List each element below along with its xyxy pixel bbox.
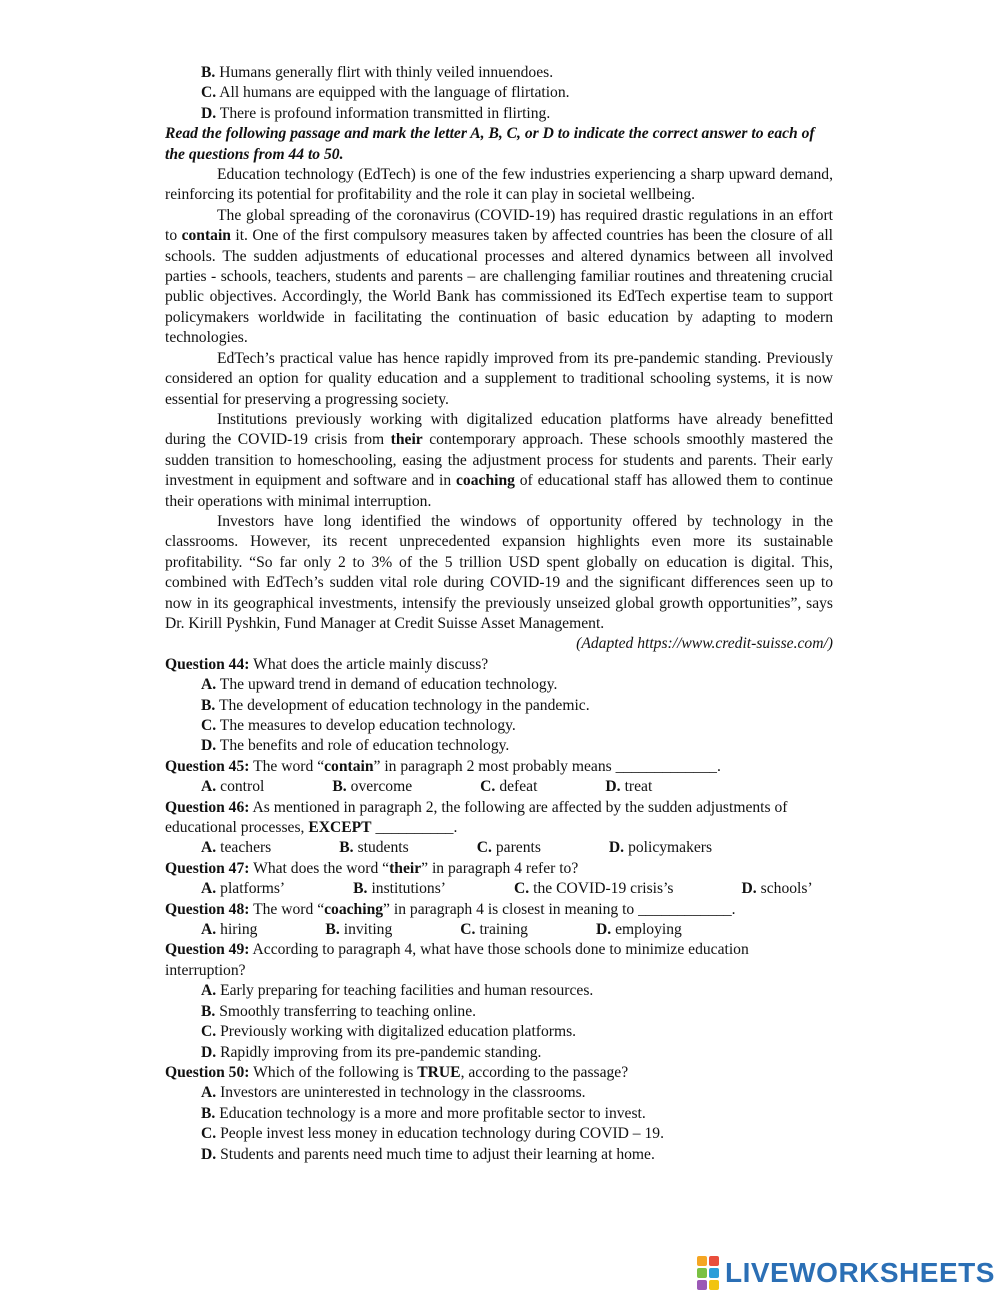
q44-option-a[interactable]: A. The upward trend in demand of education technology. xyxy=(201,676,558,694)
keyword-contain: contain xyxy=(181,227,231,245)
q45-option-a[interactable]: A. control xyxy=(201,778,265,796)
q46-option-c[interactable]: C. parents xyxy=(476,839,541,857)
logo-text: LIVEWORKSHEETS xyxy=(725,1257,995,1288)
q49-option-b[interactable]: B. Smoothly transferring to teaching online. xyxy=(201,1002,477,1020)
q50-option-d[interactable]: D. Students and parents need much time to adjust their learning at home. xyxy=(201,1145,655,1163)
liveworksheets-logo[interactable] xyxy=(697,1256,995,1290)
passage-paragraph-2: The global spreading of the coronavirus (COVID-19) has required drastic regulations in an effort to contain it. One of the first compulsory measures taken by affected countries has been the closure of all schools. The sudden adjustments of educational processes and altered dynamics between all involved parties - schools, teachers, students and parents – are challenging familiar routines and threatening crucial public objectives. Accordingly, the World Bank has commissioned its EdTech expertise team to support policymakers worldwide in facilitating the continuation of basic education by adapting to modern technologies. xyxy=(165,206,833,347)
q49-option-d[interactable]: D. Rapidly improving from its pre-pandemic standing. xyxy=(201,1043,542,1061)
passage-paragraph-5: Investors have long identified the windows of opportunity offered by technology in the classrooms. However, its recent unprecedented expansion highlights even more its sustainable profitability. “So far only 2 to 3% of the 5 trillion USD spent globally on education is digital. This, combined with EdTech’s sudden vital role during COVID-19 and the significant differences seen up to now in its geographical investments, intensify the previously unseized global growth opportunities”, says Dr. Kirill Pyshkin, Fund Manager at Credit Suisse Asset Management. xyxy=(165,512,833,632)
q44-option-c[interactable]: C. The measures to develop education technology. xyxy=(201,717,516,734)
q48-option-d[interactable]: D. employing xyxy=(595,921,682,939)
q48-option-c[interactable]: C. training xyxy=(460,921,528,939)
q50-option-a[interactable]: A. Investors are uninterested in technology in the classrooms. xyxy=(201,1084,586,1102)
q47-option-d[interactable]: D. schools’ xyxy=(741,880,813,898)
q46-option-b[interactable]: B. students xyxy=(339,839,409,857)
q45-option-b[interactable]: B. overcome xyxy=(332,778,413,796)
keyword-their: their xyxy=(390,431,423,449)
q45-option-c[interactable]: C. defeat xyxy=(480,778,538,796)
question-44: Question 44: What does the article mainly discuss? xyxy=(165,655,489,673)
q47-option-b[interactable]: B. institutions’ xyxy=(353,880,446,898)
reading-instruction: Read the following passage and mark the letter A, B, C, or D to indicate the correct answer to each of the questions from 44 to 50. xyxy=(165,125,815,163)
question-50: Question 50: Which of the following is TRUE, according to the passage? xyxy=(165,1063,629,1081)
q48-options xyxy=(165,920,833,940)
logo-square xyxy=(697,1256,707,1266)
question-47: Question 47: What does the word “their” in paragraph 4 refer to? xyxy=(165,859,579,877)
logo-square xyxy=(709,1280,719,1290)
prev-option-d: D. There is profound information transmitted in flirting. xyxy=(201,104,551,122)
logo-square xyxy=(709,1256,719,1266)
passage-paragraph-1: Education technology (EdTech) is one of the few industries experiencing a sharp upward demand, reinforcing its potential for profitability and the role it can play in societal wellbeing. xyxy=(165,166,833,204)
q49-option-a[interactable]: A. Early preparing for teaching facilities and human resources. xyxy=(201,982,594,1000)
q48-option-a[interactable]: A. hiring xyxy=(201,921,258,939)
question-45: Question 45: The word “contain” in paragraph 2 most probably means _____________. xyxy=(165,757,721,775)
q45-options xyxy=(165,777,833,797)
logo-square xyxy=(697,1280,707,1290)
question-46: Question 46: As mentioned in paragraph 2, the following are affected by the sudden adjustments of educational processes, EXCEPT __________. xyxy=(165,798,788,837)
q49-option-c[interactable]: C. Previously working with digitalized education platforms. xyxy=(201,1023,577,1041)
prev-option-c: C. All humans are equipped with the language of flirtation. xyxy=(201,84,570,102)
source-credit: (Adapted https://www.credit-suisse.com/) xyxy=(576,635,833,653)
q44-option-b[interactable]: B. The development of education technology in the pandemic. xyxy=(201,696,590,714)
q47-options xyxy=(165,879,833,899)
keyword-coaching: coaching xyxy=(456,472,515,490)
logo-square xyxy=(697,1268,707,1278)
question-48: Question 48: The word “coaching” in paragraph 4 is closest in meaning to ____________. xyxy=(165,900,736,918)
passage-paragraph-3: EdTech’s practical value has hence rapidly improved from its pre-pandemic standing. Previously considered an option for quality education and a supplement to traditional schooling systems, it is now essential for preserving a progressing society. xyxy=(165,349,833,408)
prev-option-b: B. Humans generally flirt with thinly veiled innuendoes. xyxy=(201,64,554,81)
q45-option-d[interactable]: D. treat xyxy=(605,778,653,796)
q47-option-a[interactable]: A. platforms’ xyxy=(201,880,286,898)
logo-square xyxy=(709,1268,719,1278)
passage-paragraph-4: Institutions previously working with digitalized education platforms have already benefitted during the COVID-19 crisis from their contemporary approach. These schools smoothly mastered the sudden transition to homeschooling, easing the adjustment process for students and parents. Their early investment in equipment and software and in coaching of educational staff has allowed them to continue their operations with minimal interruption. xyxy=(165,410,833,510)
worksheet-page xyxy=(165,63,833,1165)
logo-mark-icon xyxy=(697,1256,719,1290)
q50-option-c[interactable]: C. People invest less money in education technology during COVID – 19. xyxy=(201,1125,664,1143)
q44-option-d[interactable]: D. The benefits and role of education technology. xyxy=(201,737,510,755)
q48-option-b[interactable]: B. inviting xyxy=(325,921,393,939)
q46-options xyxy=(165,838,833,858)
question-49: Question 49: According to paragraph 4, what have those schools done to minimize education interruption? xyxy=(165,941,749,979)
q47-option-c[interactable]: C. the COVID-19 crisis’s xyxy=(513,880,674,898)
q50-option-b[interactable]: B. Education technology is a more and more profitable sector to invest. xyxy=(201,1104,646,1122)
q46-option-d[interactable]: D. policymakers xyxy=(608,839,713,857)
q46-option-a[interactable]: A. teachers xyxy=(201,839,272,857)
